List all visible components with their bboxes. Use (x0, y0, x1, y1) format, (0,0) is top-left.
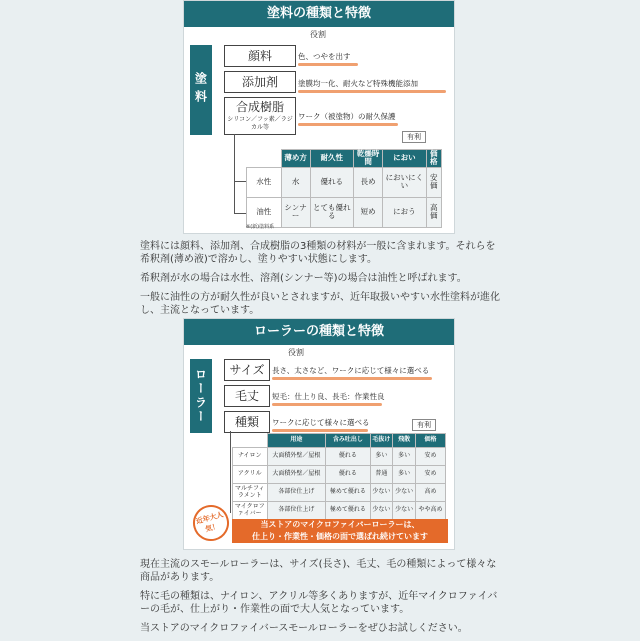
row-label: マルチフィラメント (233, 484, 268, 502)
paint-item-additive-role: 塗膜均一化、耐火など特殊機能添加 (298, 79, 418, 88)
table-header: 含み吐出し (326, 434, 370, 448)
paint-role-tag: 役割 (310, 30, 326, 39)
roller-table (232, 433, 446, 520)
paint-item-pigment: 顔料 (224, 45, 296, 67)
row-label: アクリル (233, 466, 268, 484)
popular-stamp: 近年大人気！ (189, 501, 233, 545)
table-header: 耐久性 (310, 150, 353, 168)
table-cell: 長め (353, 167, 382, 197)
table-cell: 高め (416, 484, 446, 502)
table-cell: においにくい (383, 167, 426, 197)
paint-item-resin-name: 合成樹脂 (235, 100, 284, 114)
table-cell: 短め (353, 197, 382, 227)
table-cell: におう (383, 197, 426, 227)
table-corner (247, 150, 282, 168)
paint-side-label: 塗料 (190, 45, 212, 135)
row-label: 油性 (247, 197, 282, 227)
table-cell: 高価 (426, 197, 441, 227)
table-corner (233, 434, 268, 448)
table-header: 毛抜け (370, 434, 393, 448)
paint-item-resin-sub: シリコン／フッ素／ラジカル等 (227, 116, 293, 131)
paint-item-pigment-role: 色、つやを出す (298, 52, 351, 61)
roller-role-tag: 役割 (288, 348, 304, 357)
roller-badge: 有利 (412, 419, 436, 431)
table-cell: 安価 (426, 167, 441, 197)
table-cell: 安め (416, 448, 446, 466)
table-cell: 少ない (393, 502, 416, 520)
connector-line (234, 213, 246, 214)
promo-banner (232, 519, 448, 543)
table-cell: 普通 (370, 466, 393, 484)
table-header: 乾燥時間 (353, 150, 382, 168)
table-cell: 優れる (310, 167, 353, 197)
table-header: 飛散 (393, 434, 416, 448)
roller-item-size-role: 長さ、太さなど、ワークに応じて様々に選べる (272, 366, 430, 375)
highlight-underline (298, 63, 358, 66)
promo-line: 仕上り・作業性・価格の面で選ばれ続けています (252, 532, 428, 541)
row-label: マイクロファイバー (233, 502, 268, 520)
paint-item-additive: 添加剤 (224, 71, 296, 93)
promo-line: 当ストアのマイクロファイバーローラーは、 (260, 520, 420, 529)
table-cell: 安め (416, 466, 446, 484)
table-cell: 少ない (393, 484, 416, 502)
roller-item-pile-role: 短毛：仕上り良、長毛：作業性良 (272, 392, 385, 401)
roller-side-label: ローラー (190, 359, 212, 433)
paint-description (140, 240, 500, 323)
table-cell: 大面積外壁／屋根 (267, 448, 326, 466)
table-cell: 優れる (326, 448, 370, 466)
paint-diagram (183, 0, 455, 234)
table-cell: 多い (370, 448, 393, 466)
paint-badge: 有利 (402, 131, 426, 143)
table-cell: 各部位仕上げ (267, 484, 326, 502)
paragraph: 当ストアのマイクロファイバースモールローラーをぜひお試しください。 (140, 623, 468, 634)
row-label: 水性 (247, 167, 282, 197)
roller-title: ローラーの種類と特徴 (184, 319, 454, 345)
paint-title: 塗料の種類と特徴 (184, 1, 454, 27)
paragraph: 特に毛の種類は、ナイロン、アクリル等多くありますが、近年マイクロファイバーの毛が、仕上がり・作業性の面で大人気となっています。 (140, 591, 498, 615)
paragraph: 塗料には顔料、添加剤、合成樹脂の3種類の材料が一般に含まれます。それらを希釈剤(薄め液)で溶かし、塗りやすい状態にします。 (140, 241, 496, 265)
row-label: ナイロン (233, 448, 268, 466)
roller-item-type: 種類 (224, 411, 270, 433)
paint-footnote: ※(新)塗料系 (246, 224, 275, 230)
table-cell: 水 (281, 167, 310, 197)
roller-description (140, 558, 500, 641)
connector-line (230, 431, 231, 513)
table-cell: シンナー (281, 197, 310, 227)
paint-item-resin-role: ワーク（被塗物）の耐久保護 (298, 112, 396, 121)
table-header: 用途 (267, 434, 326, 448)
table-header: 価格 (416, 434, 446, 448)
table-cell: やや高め (416, 502, 446, 520)
table-cell: 優れる (326, 466, 370, 484)
paragraph: 一般に油性の方が耐久性が良いとされますが、近年取扱いやすい水性塗料が進化し、主流となっています。 (140, 292, 500, 316)
table-header: 薄め方 (281, 150, 310, 168)
paragraph: 希釈剤が水の場合は水性、溶剤(シンナー等)の場合は油性と呼ばれます。 (140, 273, 467, 284)
table-cell: 多い (393, 466, 416, 484)
roller-item-pile: 毛丈 (224, 385, 270, 407)
highlight-underline (272, 403, 382, 406)
paragraph: 現在主流のスモールローラーは、サイズ(長さ)、毛丈、毛の種類によって様々な商品があります。 (140, 559, 497, 583)
highlight-underline (298, 90, 446, 93)
paint-item-resin (224, 97, 296, 135)
table-cell: 各部位仕上げ (267, 502, 326, 520)
table-cell: 極めて優れる (326, 502, 370, 520)
highlight-underline (272, 377, 432, 380)
table-header: 価格 (426, 150, 441, 168)
table-cell: とても優れる (310, 197, 353, 227)
table-cell: 大面積外壁／屋根 (267, 466, 326, 484)
highlight-underline (272, 429, 368, 432)
table-cell: 少ない (370, 502, 393, 520)
roller-item-type-role: ワークに応じて様々に選べる (272, 418, 370, 427)
table-cell: 多い (393, 448, 416, 466)
highlight-underline (298, 123, 398, 126)
paint-table (246, 149, 442, 228)
table-header: におい (383, 150, 426, 168)
connector-line (234, 181, 246, 182)
roller-item-size: サイズ (224, 359, 270, 381)
table-cell: 少ない (370, 484, 393, 502)
table-cell: 極めて優れる (326, 484, 370, 502)
connector-line (234, 134, 235, 214)
